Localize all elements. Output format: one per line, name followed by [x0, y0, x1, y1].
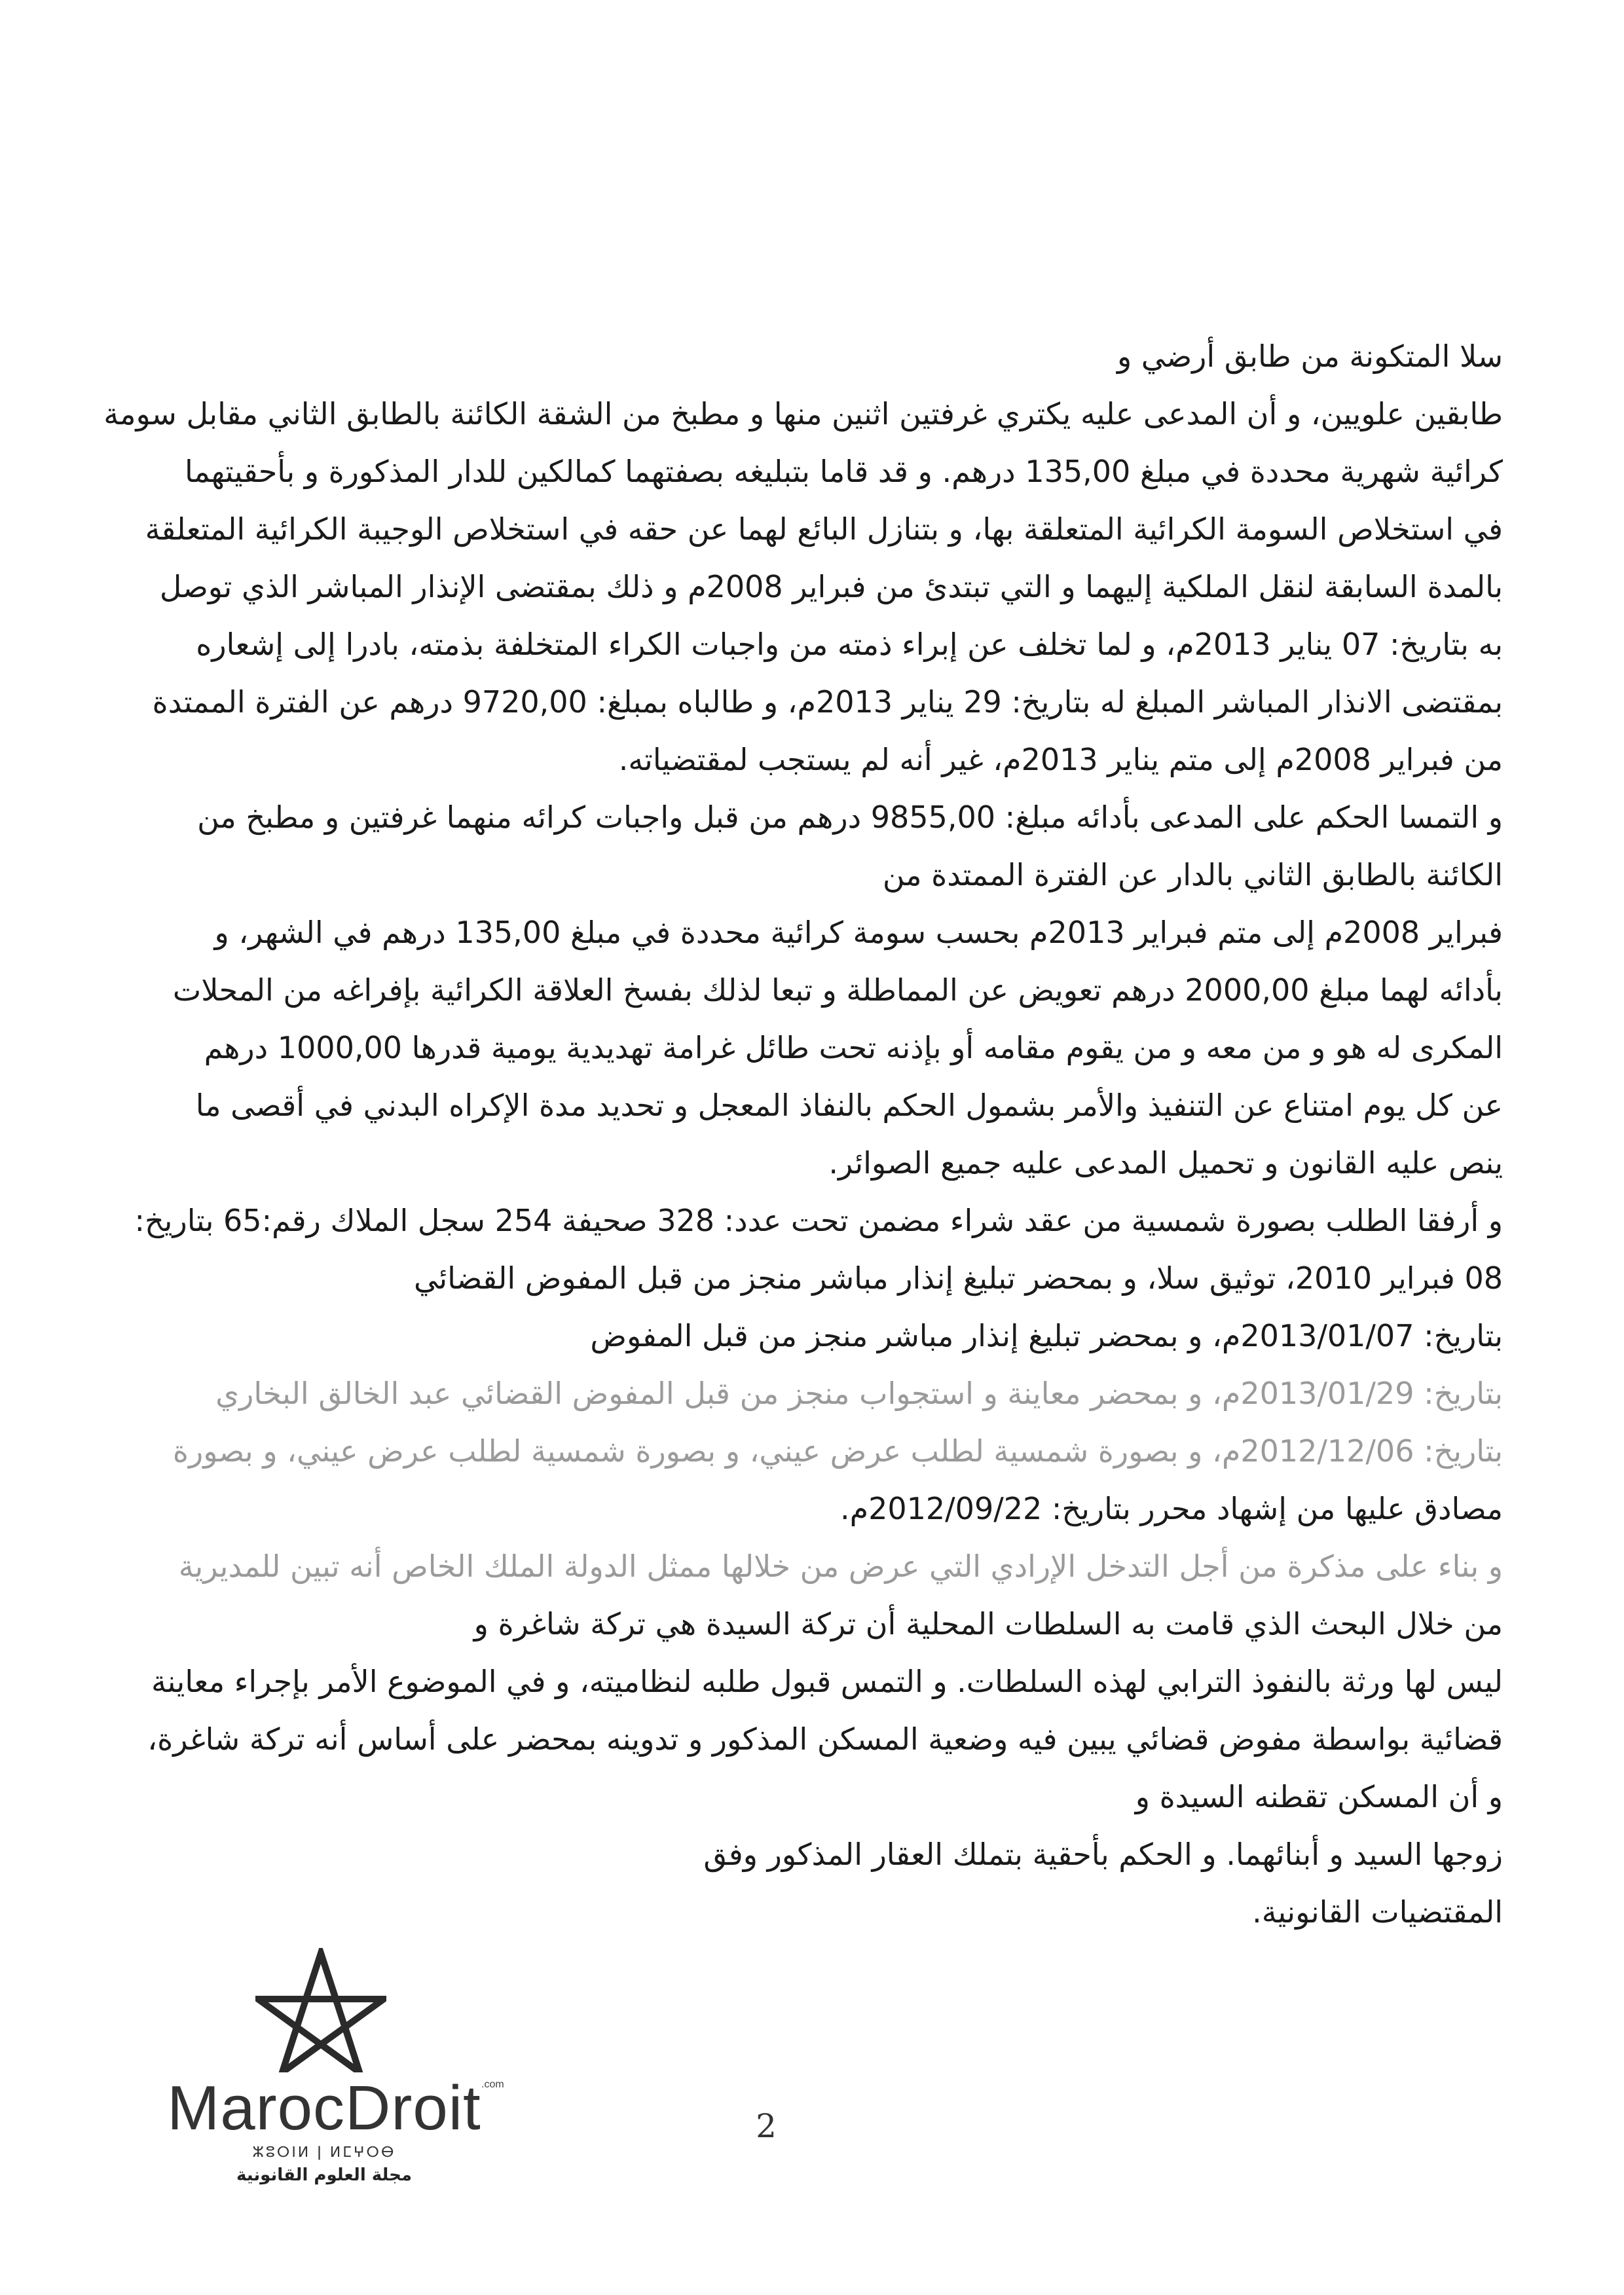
body-line: فبراير 2008م إلى متم فبراير 2013م بحسب سومة كرائية محددة في مبلغ 135,00 درهم في الشهر، و — [214, 915, 1503, 950]
body-line: بمقتضى الانذار المباشر المبلغ له بتاريخ: 29 يناير 2013م، و طالباه بمبلغ: 9720,00 درهم عن الفترة الممتدة — [152, 684, 1503, 720]
body-line: بأدائه لهما مبلغ 2000,00 درهم تعويض عن المماطلة و تبعا لذلك بفسخ العلاقة الكرائية بإفراغه من المحلات — [172, 972, 1503, 1008]
body-line: مصادق عليها من إشهاد محرر بتاريخ: 2012/09/22م. — [840, 1491, 1503, 1526]
body-line: طابقين علويين، و أن المدعى عليه يكتري غرفتين اثنين منها و مطبخ من الشقة الكائنة بالطابق الثاني مقابل سومة — [103, 396, 1503, 431]
page-number: 2 — [756, 2107, 777, 2145]
body-line: كرائية شهرية محددة في مبلغ 135,00 درهم. و قد قاما بتبليغه بصفتهما كمالكين للدار المذكورة و بأحقيتهما — [185, 454, 1503, 489]
body-line: و أرفقا الطلب بصورة شمسية من عقد شراء مضمن تحت عدد: 328 صحيفة 254 سجل الملاك رقم:65 بتاريخ: — [134, 1203, 1503, 1238]
body-line: سلا المتكونة من طابق أرضي و — [1116, 339, 1503, 374]
body-line: بتاريخ: 2013/01/07م، و بمحضر تبليغ إنذار مباشر منجز من قبل المفوض — [590, 1318, 1503, 1353]
body-line-faded: بتاريخ: 2013/01/29م، و بمحضر معاينة و استجواب منجز من قبل المفوض القضائي عبد الخالق البخاري — [215, 1376, 1503, 1411]
logo-wordmark: MarocDroit — [167, 2073, 481, 2143]
logo-tagline: مجلة العلوم القانونية — [236, 2165, 412, 2185]
body-line: و أن المسكن تقطنه السيدة و — [1135, 1779, 1503, 1814]
body-line: ينص عليه القانون و تحميل المدعى عليه جميع الصوائر. — [828, 1145, 1503, 1181]
logo-com: .com — [481, 2079, 504, 2090]
body-line: في استخلاص السومة الكرائية المتعلقة بها، و بتنازل البائع لهما عن حقه في استخلاص الوجيبة الكرائية المتعلقة — [145, 511, 1503, 547]
body-line: المكرى له هو و من معه و من يقوم مقامه أو بإذنه تحت طائل غرامة تهديدية يومية قدرها 1000,00 درهم — [204, 1030, 1503, 1065]
body-line: به بتاريخ: 07 يناير 2013م، و لما تخلف عن إبراء ذمته من واجبات الكراء المتخلفة بذمته، بادرا إلى إشعاره — [196, 627, 1503, 662]
body-line: عن كل يوم امتناع عن التنفيذ والأمر بشمول الحكم بالنفاذ المعجل و تحديد مدة الإكراه البدني في أقصى ما — [195, 1088, 1503, 1123]
body-line: بالمدة السابقة لنقل الملكية إليهما و التي تبتدئ من فبراير 2008م و ذلك بمقتضى الإنذار المباشر الذي توصل — [159, 569, 1503, 604]
marocdroit-logo — [141, 1948, 507, 2184]
body-line: من فبراير 2008م إلى متم يناير 2013م، غير أنه لم يستجب لمقتضياته. — [618, 742, 1503, 777]
body-line: ليس لها ورثة بالنفوذ الترابي لهذه السلطات. و التمس قبول طلبه لنظاميته، و في الموضوع الأمر بإجراء معاينة — [151, 1664, 1503, 1699]
document-body — [62, 327, 1503, 1941]
body-line: 08 فبراير 2010، توثيق سلا، و بمحضر تبليغ إنذار مباشر منجز من قبل المفوض القضائي — [414, 1260, 1503, 1296]
body-line: المقتضيات القانونية. — [1252, 1894, 1503, 1930]
body-line: و التمسا الحكم على المدعى بأدائه مبلغ: 9855,00 درهم من قبل واجبات كرائه منهما غرفتين و مطبخ من — [197, 799, 1503, 835]
body-line: زوجها السيد و أبنائهما. و الحكم بأحقية بتملك العقار المذكور وفق — [703, 1837, 1503, 1872]
star-emblem-icon — [255, 1948, 386, 2072]
body-line: من خلال البحث الذي قامت به السلطات المحلية أن تركة السيدة هي تركة شاغرة و — [473, 1606, 1503, 1642]
body-line: قضائية بواسطة مفوض قضائي يبين فيه وضعية المسكن المذكور و تدوينه بمحضر على أساس أنه تركة شاغرة، — [147, 1721, 1503, 1757]
body-line-faded: و بناء على مذكرة من أجل التدخل الإرادي التي عرض من خلالها ممثل الدولة الملك الخاص أنه تبين للمديرية — [178, 1549, 1503, 1584]
body-line: الكائنة بالطابق الثاني بالدار عن الفترة الممتدة من — [882, 857, 1503, 892]
body-line-faded: بتاريخ: 2012/12/06م، و بصورة شمسية لطلب عرض عيني، و بصورة شمسية لطلب عرض عيني، و بصورة — [172, 1433, 1503, 1469]
logo-tifinagh: ⵣⵓⵔⵏⵍ ǀ ⵍⵎⵖⵔⴱ — [252, 2144, 396, 2161]
